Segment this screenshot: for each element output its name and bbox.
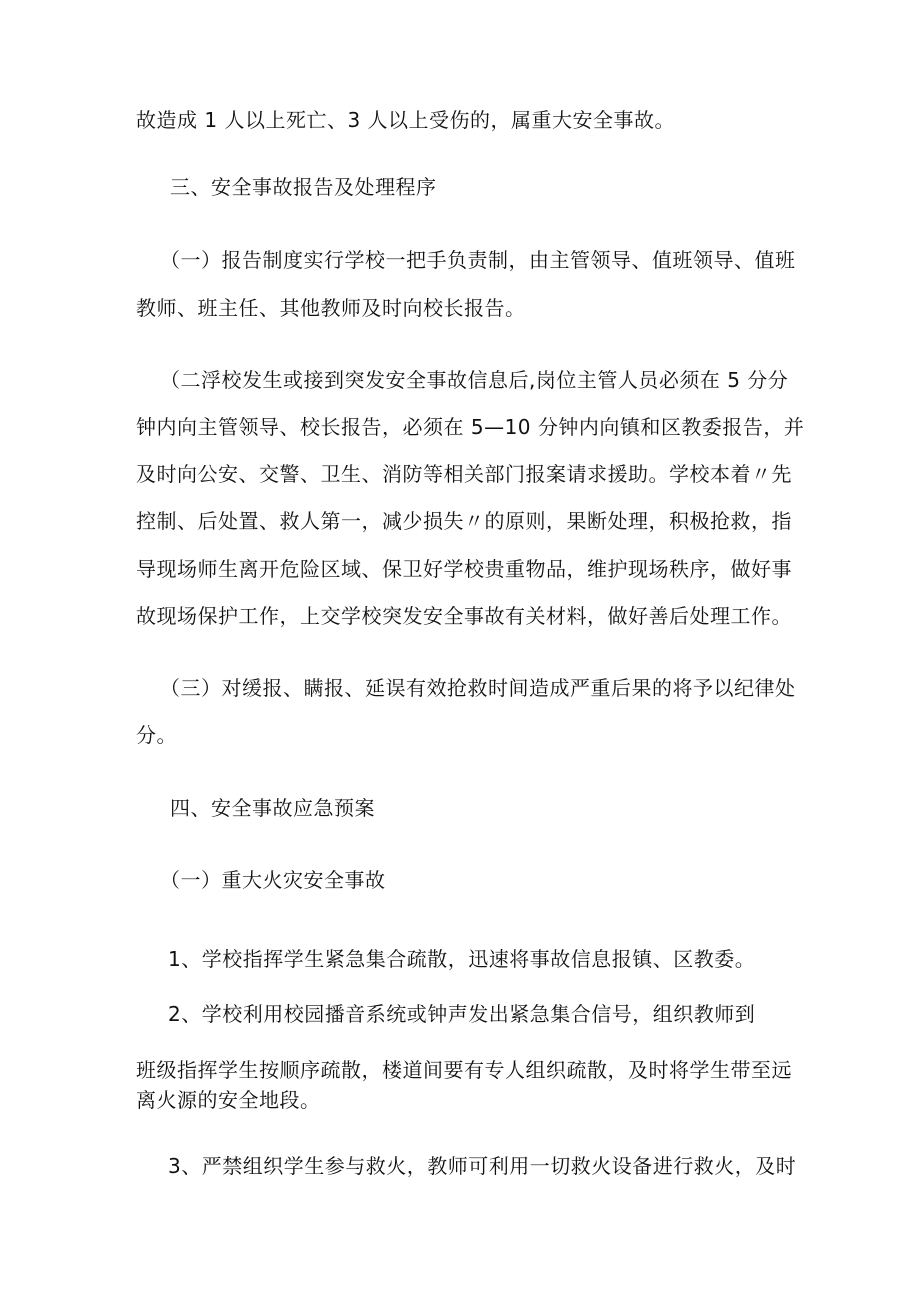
paragraph-line: 故造成 1 人以上死亡、3 人以上受伤的，属重大安全事故。	[136, 108, 676, 132]
paragraph-line: 钟内向主管领导、校长报告，必须在 5—10 分钟内向镇和区教委报告，并	[136, 415, 805, 439]
paragraph-line: 导现场师生离开危险区域、保卫好学校贵重物品，维护现场秩序，做好事	[136, 557, 792, 581]
list-item: 2、学校利用校园播音系统或钟声发出紧急集合信号，组织教师到	[168, 1002, 756, 1026]
paragraph-line: （三）对缓报、瞒报、延误有效抢救时间造成严重后果的将予以纪律处	[160, 676, 796, 700]
paragraph-line: 教师、班主任、其他教师及时向校长报告。	[136, 296, 526, 320]
paragraph-line: 及时向公安、交警、卫生、消防等相关部门报案请求援助。学校本着〃先	[136, 462, 792, 486]
paragraph-line: 控制、后处置、救人第一，减少损失〃的原则，果断处理，积极抢救，指	[136, 509, 792, 533]
section-heading: 四、安全事故应急预案	[170, 796, 375, 820]
paragraph-line: 分。	[136, 723, 177, 747]
list-item: 3、严禁组织学生参与救火，教师可利用一切救火设备进行救火，及时	[168, 1154, 797, 1178]
list-item: 1、学校指挥学生紧急集合疏散，迅速将事故信息报镇、区教委。	[168, 947, 756, 971]
section-heading: 三、安全事故报告及处理程序	[170, 175, 437, 199]
paragraph-line: 离火源的安全地段。	[136, 1088, 321, 1112]
paragraph-line: 班级指挥学生按顺序疏散，楼道间要有专人组织疏散，及时将学生带至远	[136, 1058, 792, 1082]
paragraph-line: 故现场保护工作，上交学校突发安全事故有关材料，做好善后处理工作。	[136, 604, 792, 628]
paragraph-line: （二浮校发生或接到突发安全事故信息后,岗位主管人员必须在 5 分分	[160, 368, 789, 392]
paragraph-line: （一）报告制度实行学校一把手负责制，由主管领导、值班领导、值班	[160, 248, 796, 272]
subsection-heading: （一）重大火灾安全事故	[160, 868, 386, 892]
